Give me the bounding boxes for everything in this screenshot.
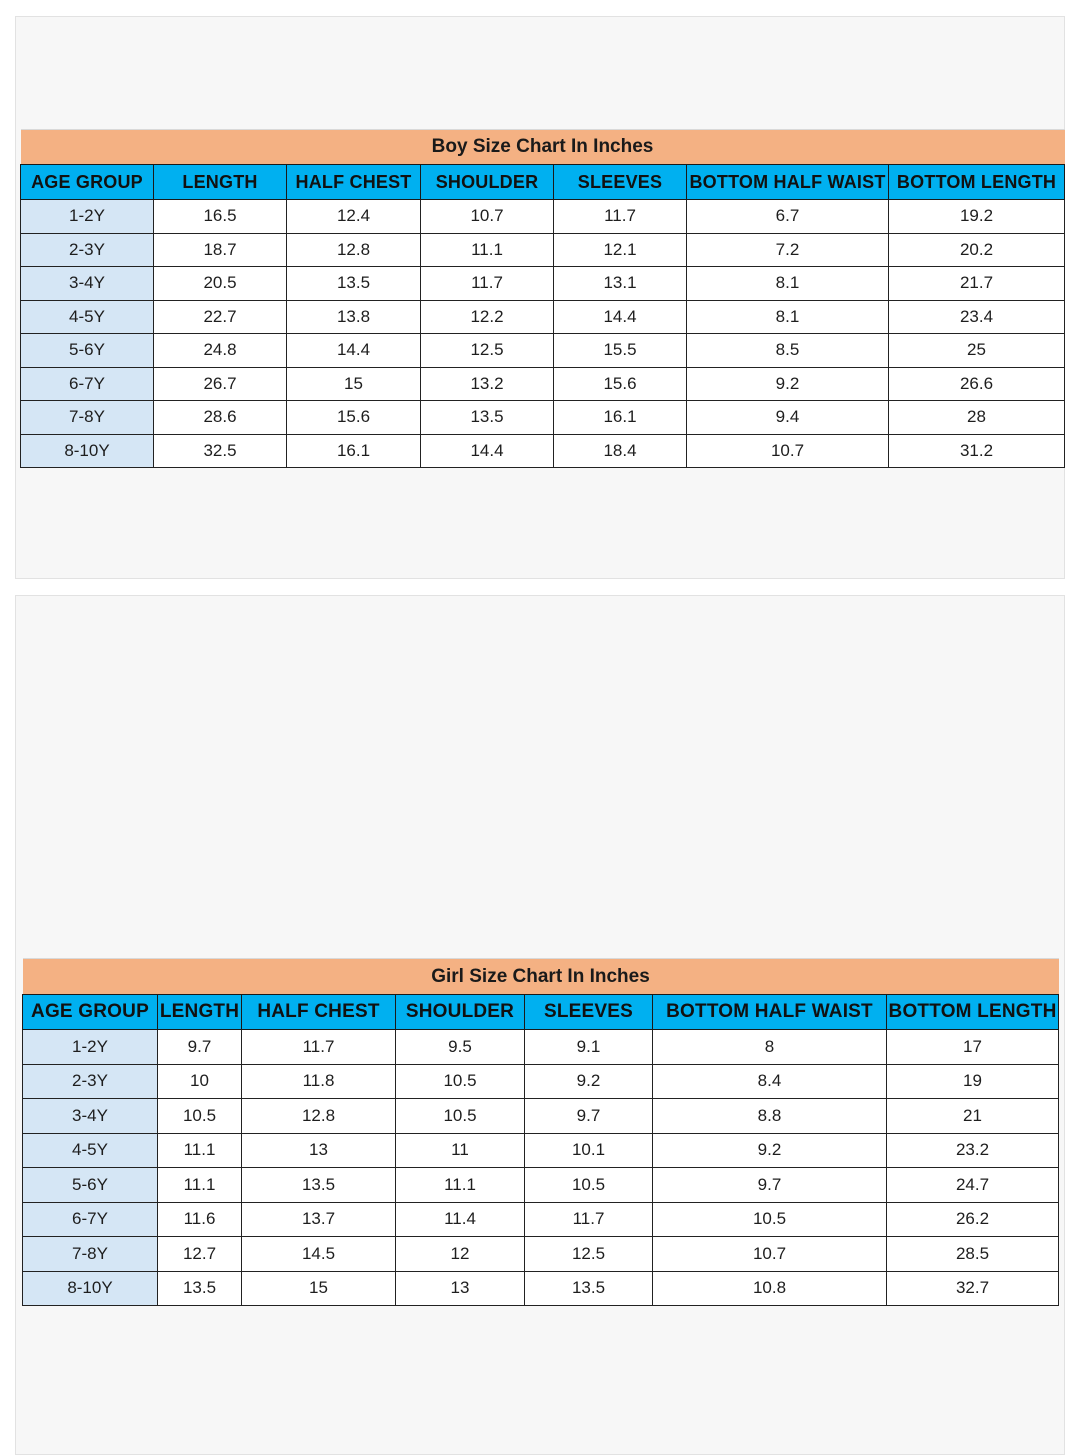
table-cell: 12.2: [421, 300, 554, 334]
table-cell: 13.5: [158, 1271, 242, 1306]
table-cell: 12.7: [158, 1237, 242, 1272]
table-cell: 20.2: [889, 233, 1065, 267]
table-cell: 21: [887, 1099, 1059, 1134]
table-cell: 8.4: [653, 1064, 887, 1099]
table-row: [21, 233, 1065, 267]
table-cell: 8.1: [687, 300, 889, 334]
table-cell: 11.1: [158, 1168, 242, 1203]
table-cell: 19: [887, 1064, 1059, 1099]
table-cell: 12.8: [287, 233, 421, 267]
column-header-age-group: AGE GROUP: [21, 165, 154, 200]
table-cell: 10.8: [653, 1271, 887, 1306]
age-group-cell: 5-6Y: [23, 1168, 158, 1203]
table-cell: 13: [396, 1271, 525, 1306]
age-group-cell: 7-8Y: [21, 401, 154, 435]
table-cell: 9.1: [525, 1030, 653, 1065]
table-cell: 13.5: [287, 267, 421, 301]
table-cell: 14.4: [421, 434, 554, 468]
girl-header-row: [23, 995, 1059, 1030]
table-cell: 9.7: [653, 1168, 887, 1203]
table-cell: 10: [158, 1064, 242, 1099]
table-cell: 32.5: [154, 434, 287, 468]
table-cell: 31.2: [889, 434, 1065, 468]
column-header-shoulder: SHOULDER: [396, 995, 525, 1030]
table-cell: 11.7: [525, 1202, 653, 1237]
table-cell: 16.5: [154, 200, 287, 234]
table-cell: 18.7: [154, 233, 287, 267]
table-cell: 18.4: [554, 434, 687, 468]
table-cell: 23.2: [887, 1133, 1059, 1168]
table-cell: 26.7: [154, 367, 287, 401]
table-cell: 11.6: [158, 1202, 242, 1237]
boy-size-chart-panel: [15, 16, 1065, 579]
age-group-cell: 1-2Y: [23, 1030, 158, 1065]
table-cell: 11.7: [554, 200, 687, 234]
girl-chart-title: Girl Size Chart In Inches: [23, 959, 1059, 995]
table-cell: 28.5: [887, 1237, 1059, 1272]
table-cell: 12.5: [525, 1237, 653, 1272]
column-header-bottom-length: BOTTOM LENGTH: [887, 995, 1059, 1030]
table-cell: 11.8: [242, 1064, 396, 1099]
table-cell: 10.7: [421, 200, 554, 234]
age-group-cell: 6-7Y: [23, 1202, 158, 1237]
column-header-sleeves: SLEEVES: [525, 995, 653, 1030]
table-row: [23, 1064, 1059, 1099]
table-cell: 9.7: [525, 1099, 653, 1134]
column-header-length: LENGTH: [158, 995, 242, 1030]
table-cell: 32.7: [887, 1271, 1059, 1306]
table-cell: 9.7: [158, 1030, 242, 1065]
table-cell: 13.5: [421, 401, 554, 435]
table-row: [23, 1099, 1059, 1134]
table-cell: 11.7: [242, 1030, 396, 1065]
column-header-sleeves: SLEEVES: [554, 165, 687, 200]
column-header-age-group: AGE GROUP: [23, 995, 158, 1030]
table-cell: 11: [396, 1133, 525, 1168]
table-row: [21, 334, 1065, 368]
table-cell: 10.5: [525, 1168, 653, 1203]
table-cell: 10.7: [653, 1237, 887, 1272]
table-cell: 11.1: [421, 233, 554, 267]
table-cell: 12.4: [287, 200, 421, 234]
girl-size-table: [22, 958, 1059, 1306]
table-cell: 28: [889, 401, 1065, 435]
table-cell: 11.1: [158, 1133, 242, 1168]
table-cell: 15: [242, 1271, 396, 1306]
table-cell: 21.7: [889, 267, 1065, 301]
boy-title-row: [21, 130, 1065, 165]
table-cell: 22.7: [154, 300, 287, 334]
table-row: [21, 200, 1065, 234]
column-header-length: LENGTH: [154, 165, 287, 200]
girl-title-row: [23, 959, 1059, 995]
table-cell: 25: [889, 334, 1065, 368]
table-cell: 8.8: [653, 1099, 887, 1134]
table-row: [23, 1202, 1059, 1237]
age-group-cell: 4-5Y: [21, 300, 154, 334]
column-header-half-chest: HALF CHEST: [287, 165, 421, 200]
table-row: [21, 300, 1065, 334]
table-cell: 8.5: [687, 334, 889, 368]
table-cell: 14.4: [554, 300, 687, 334]
table-cell: 16.1: [287, 434, 421, 468]
boy-header-row: [21, 165, 1065, 200]
table-cell: 13: [242, 1133, 396, 1168]
table-cell: 24.7: [887, 1168, 1059, 1203]
table-cell: 12: [396, 1237, 525, 1272]
table-row: [21, 267, 1065, 301]
table-cell: 9.2: [525, 1064, 653, 1099]
table-cell: 8.1: [687, 267, 889, 301]
table-cell: 9.2: [687, 367, 889, 401]
table-cell: 9.4: [687, 401, 889, 435]
table-cell: 17: [887, 1030, 1059, 1065]
age-group-cell: 7-8Y: [23, 1237, 158, 1272]
boy-chart-title: Boy Size Chart In Inches: [21, 130, 1065, 165]
table-row: [23, 1168, 1059, 1203]
table-cell: 15: [287, 367, 421, 401]
age-group-cell: 4-5Y: [23, 1133, 158, 1168]
age-group-cell: 1-2Y: [21, 200, 154, 234]
table-cell: 26.2: [887, 1202, 1059, 1237]
table-cell: 13.2: [421, 367, 554, 401]
table-cell: 10.5: [396, 1099, 525, 1134]
table-cell: 10.5: [396, 1064, 525, 1099]
age-group-cell: 8-10Y: [21, 434, 154, 468]
table-cell: 24.8: [154, 334, 287, 368]
table-row: [23, 1271, 1059, 1306]
table-cell: 11.4: [396, 1202, 525, 1237]
table-cell: 12.5: [421, 334, 554, 368]
boy-size-table: [20, 129, 1065, 468]
table-cell: 23.4: [889, 300, 1065, 334]
age-group-cell: 5-6Y: [21, 334, 154, 368]
girl-size-chart-panel: [15, 595, 1065, 1455]
age-group-cell: 6-7Y: [21, 367, 154, 401]
table-row: [21, 401, 1065, 435]
table-row: [23, 1030, 1059, 1065]
table-cell: 28.6: [154, 401, 287, 435]
table-cell: 9.5: [396, 1030, 525, 1065]
table-row: [23, 1237, 1059, 1272]
age-group-cell: 3-4Y: [23, 1099, 158, 1134]
table-cell: 20.5: [154, 267, 287, 301]
table-cell: 14.5: [242, 1237, 396, 1272]
table-row: [21, 367, 1065, 401]
column-header-bottom-half-waist: BOTTOM HALF WAIST: [653, 995, 887, 1030]
table-cell: 12.8: [242, 1099, 396, 1134]
table-cell: 16.1: [554, 401, 687, 435]
table-cell: 19.2: [889, 200, 1065, 234]
column-header-half-chest: HALF CHEST: [242, 995, 396, 1030]
table-cell: 15.6: [554, 367, 687, 401]
table-cell: 8: [653, 1030, 887, 1065]
column-header-bottom-half-waist: BOTTOM HALF WAIST: [687, 165, 889, 200]
table-row: [21, 434, 1065, 468]
table-cell: 15.6: [287, 401, 421, 435]
table-cell: 13.1: [554, 267, 687, 301]
table-cell: 11.7: [421, 267, 554, 301]
table-cell: 13.5: [242, 1168, 396, 1203]
table-cell: 13.7: [242, 1202, 396, 1237]
column-header-shoulder: SHOULDER: [421, 165, 554, 200]
column-header-bottom-length: BOTTOM LENGTH: [889, 165, 1065, 200]
table-cell: 6.7: [687, 200, 889, 234]
table-cell: 11.1: [396, 1168, 525, 1203]
table-cell: 10.5: [653, 1202, 887, 1237]
table-cell: 10.5: [158, 1099, 242, 1134]
table-cell: 12.1: [554, 233, 687, 267]
table-cell: 7.2: [687, 233, 889, 267]
age-group-cell: 2-3Y: [23, 1064, 158, 1099]
table-cell: 10.1: [525, 1133, 653, 1168]
table-cell: 26.6: [889, 367, 1065, 401]
table-cell: 13.8: [287, 300, 421, 334]
age-group-cell: 8-10Y: [23, 1271, 158, 1306]
table-cell: 15.5: [554, 334, 687, 368]
table-cell: 14.4: [287, 334, 421, 368]
age-group-cell: 3-4Y: [21, 267, 154, 301]
table-cell: 9.2: [653, 1133, 887, 1168]
table-cell: 13.5: [525, 1271, 653, 1306]
age-group-cell: 2-3Y: [21, 233, 154, 267]
table-cell: 10.7: [687, 434, 889, 468]
table-row: [23, 1133, 1059, 1168]
